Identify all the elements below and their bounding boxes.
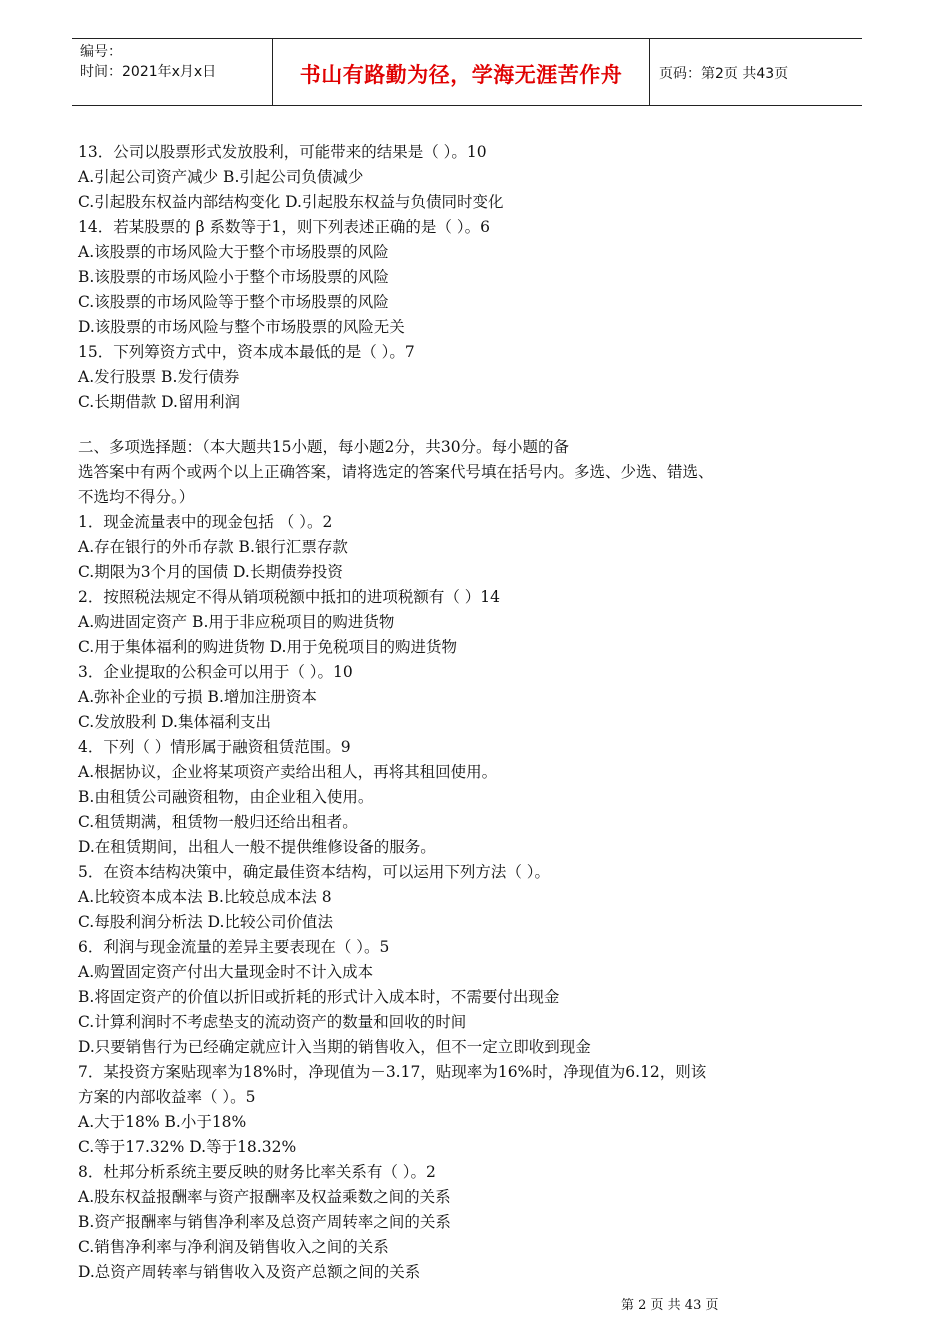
serial-label: 编号： [80,44,122,60]
text-line: A.存在银行的外币存款 B.银行汇票存款 [78,538,348,556]
text-line: C.每股利润分析法 D.比较公司价值法 [78,913,333,931]
text-line: A.购进固定资产 B.用于非应税项目的购进货物 [78,613,395,631]
header-right-cell [649,39,862,105]
page-footer: 第 2 页 共 43 页 [621,1298,719,1313]
text-line: 不选均不得分。） [78,488,195,506]
text-line: 7．某投资方案贴现率为18%时，净现值为－3.17，贴现率为16%时，净现值为6.12，则该 [78,1063,707,1081]
text-line: C.发放股利 D.集体福利支出 [78,713,271,731]
text-line: 5．在资本结构决策中，确定最佳资本结构，可以运用下列方法（ ）。 [78,863,551,881]
text-line: A.大于18% B.小于18% [78,1113,247,1131]
text-line: B.该股票的市场风险小于整个市场股票的风险 [78,268,389,286]
header-left-cell [72,39,272,105]
text-line: D.总资产周转率与销售收入及资产总额之间的关系 [78,1263,421,1281]
text-line: A.弥补企业的亏损 B.增加注册资本 [78,688,317,706]
text-line: 15．下列筹资方式中，资本成本最低的是（ ）。7 [78,343,415,361]
text-line: B.将固定资产的价值以折旧或折耗的形式计入成本时，不需要付出现金 [78,988,560,1006]
text-line: 4．下列（ ）情形属于融资租赁范围。9 [78,738,351,756]
text-line: D.该股票的市场风险与整个市场股票的风险无关 [78,318,405,336]
text-line: C.计算利润时不考虑垫支的流动资产的数量和回收的时间 [78,1013,467,1031]
text-line: C.期限为3个月的国债 D.长期债券投资 [78,563,343,581]
text-line: C.租赁期满，租赁物一般归还给出租者。 [78,813,358,831]
text-line: A.购置固定资产付出大量现金时不计入成本 [78,963,374,981]
text-line: D.在租赁期间，出租人一般不提供维修设备的服务。 [78,838,436,856]
text-line: C.销售净利率与净利润及销售收入之间的关系 [78,1238,389,1256]
text-line: 1．现金流量表中的现金包括 （ ）。2 [78,513,333,531]
text-line: C.引起股东权益内部结构变化 D.引起股东权益与负债同时变化 [78,193,504,211]
text-line: A.比较资本成本法 B.比较总成本法 8 [78,888,332,906]
text-line: A.发行股票 B.发行债券 [78,368,240,386]
text-line: B.资产报酬率与销售净利率及总资产周转率之间的关系 [78,1213,451,1231]
motto-text: 书山有路勤为径，学海无涯苦作舟 [299,63,623,87]
text-line: D.只要销售行为已经确定就应计入当期的销售收入，但不一定立即收到现金 [78,1038,591,1056]
text-line: 3．企业提取的公积金可以用于（ ）。10 [78,663,353,681]
text-line: 6．利润与现金流量的差异主要表现在（ ）。5 [78,938,390,956]
time-label: 时间：2021年x月x日 [80,64,217,80]
text-line: 2．按照税法规定不得从销项税额中抵扣的进项税额有（ ）14 [78,588,501,606]
text-line: C.该股票的市场风险等于整个市场股票的风险 [78,293,389,311]
text-line: C.长期借款 D.留用利润 [78,393,240,411]
text-line: A.股东权益报酬率与资产报酬率及权益乘数之间的关系 [78,1188,451,1206]
blank-line [78,415,868,435]
document-body [78,140,868,1285]
page-info: 页码：第2页 共43页 [659,66,789,82]
text-line: C.用于集体福利的购进货物 D.用于免税项目的购进货物 [78,638,457,656]
text-line: B.由租赁公司融资租物，由企业租入使用。 [78,788,374,806]
text-line: 二、多项选择题：（本大题共15小题，每小题2分，共30分。每小题的备 [78,438,570,456]
text-line: A.引起公司资产减少 B.引起公司负债减少 [78,168,364,186]
text-line: 选答案中有两个或两个以上正确答案，请将选定的答案代号填在括号内。多选、少选、错选、 [78,463,714,481]
text-line: 13．公司以股票形式发放股利，可能带来的结果是（ ）。10 [78,143,487,161]
page-header [72,38,862,106]
text-line: 14．若某股票的 β 系数等于1，则下列表述正确的是（ ）。6 [78,218,490,236]
text-line: 8．杜邦分析系统主要反映的财务比率关系有（ ）。2 [78,1163,436,1181]
header-middle-cell [272,39,650,105]
text-line: A.该股票的市场风险大于整个市场股票的风险 [78,243,389,261]
text-line: C.等于17.32% D.等于18.32% [78,1138,297,1156]
text-line: A.根据协议，企业将某项资产卖给出租人，再将其租回使用。 [78,763,498,781]
text-line: 方案的内部收益率（ ）。5 [78,1088,256,1106]
